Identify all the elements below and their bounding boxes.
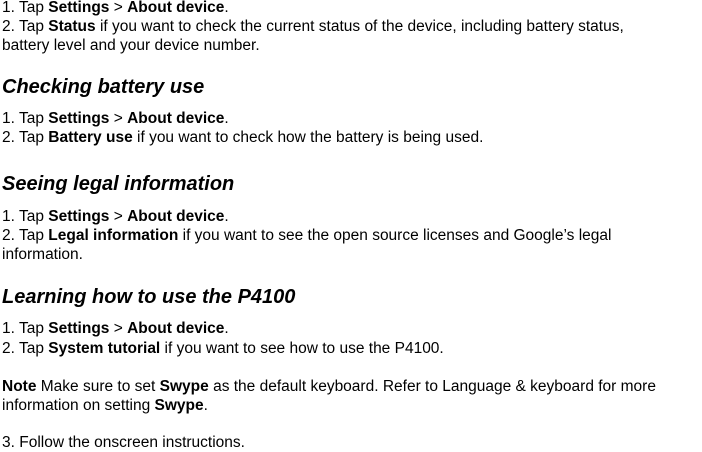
learning-step-2: 2. Tap System tutorial if you want to see how to use the P4100. xyxy=(2,340,444,357)
note-label: Note xyxy=(2,378,37,395)
heading-battery-use: Checking battery use xyxy=(2,76,205,98)
legal-step-2-cont: information. xyxy=(2,246,83,263)
heading-learning: Learning how to use the P4100 xyxy=(2,286,296,308)
swype-label: Swype xyxy=(159,378,209,395)
legal-step-1: 1. Tap Settings > About device. xyxy=(2,208,229,225)
battery-use-label: Battery use xyxy=(48,129,133,146)
status-label: Status xyxy=(48,18,96,35)
battery-step-1: 1. Tap Settings > About device. xyxy=(2,110,229,127)
settings-label: Settings xyxy=(48,0,110,16)
battery-step-2: 2. Tap Battery use if you want to check how the battery is being used. xyxy=(2,129,484,146)
settings-label: Settings xyxy=(48,320,110,337)
swype-label: Swype xyxy=(154,397,204,414)
note-line-2: information on setting Swype. xyxy=(2,397,208,414)
legal-step-2: 2. Tap Legal information if you want to see the open source licenses and Google’s legal xyxy=(2,227,612,244)
status-step-2-cont: battery level and your device number. xyxy=(2,37,260,54)
note-line-1: Note Make sure to set Swype as the default keyboard. Refer to Language & keyboard for more xyxy=(2,378,656,395)
learning-step-3: 3. Follow the onscreen instructions. xyxy=(2,434,245,451)
status-step-2: 2. Tap Status if you want to check the current status of the device, including battery status, xyxy=(2,18,624,35)
system-tutorial-label: System tutorial xyxy=(48,340,161,357)
heading-legal-information: Seeing legal information xyxy=(2,173,235,195)
about-device-label: About device xyxy=(127,320,225,337)
legal-information-label: Legal information xyxy=(48,227,179,244)
status-step-1: 1. Tap Settings > About device. xyxy=(2,0,229,16)
about-device-label: About device xyxy=(127,0,225,16)
settings-label: Settings xyxy=(48,110,110,127)
learning-step-1: 1. Tap Settings > About device. xyxy=(2,320,229,337)
about-device-label: About device xyxy=(127,110,225,127)
settings-label: Settings xyxy=(48,208,110,225)
about-device-label: About device xyxy=(127,208,225,225)
